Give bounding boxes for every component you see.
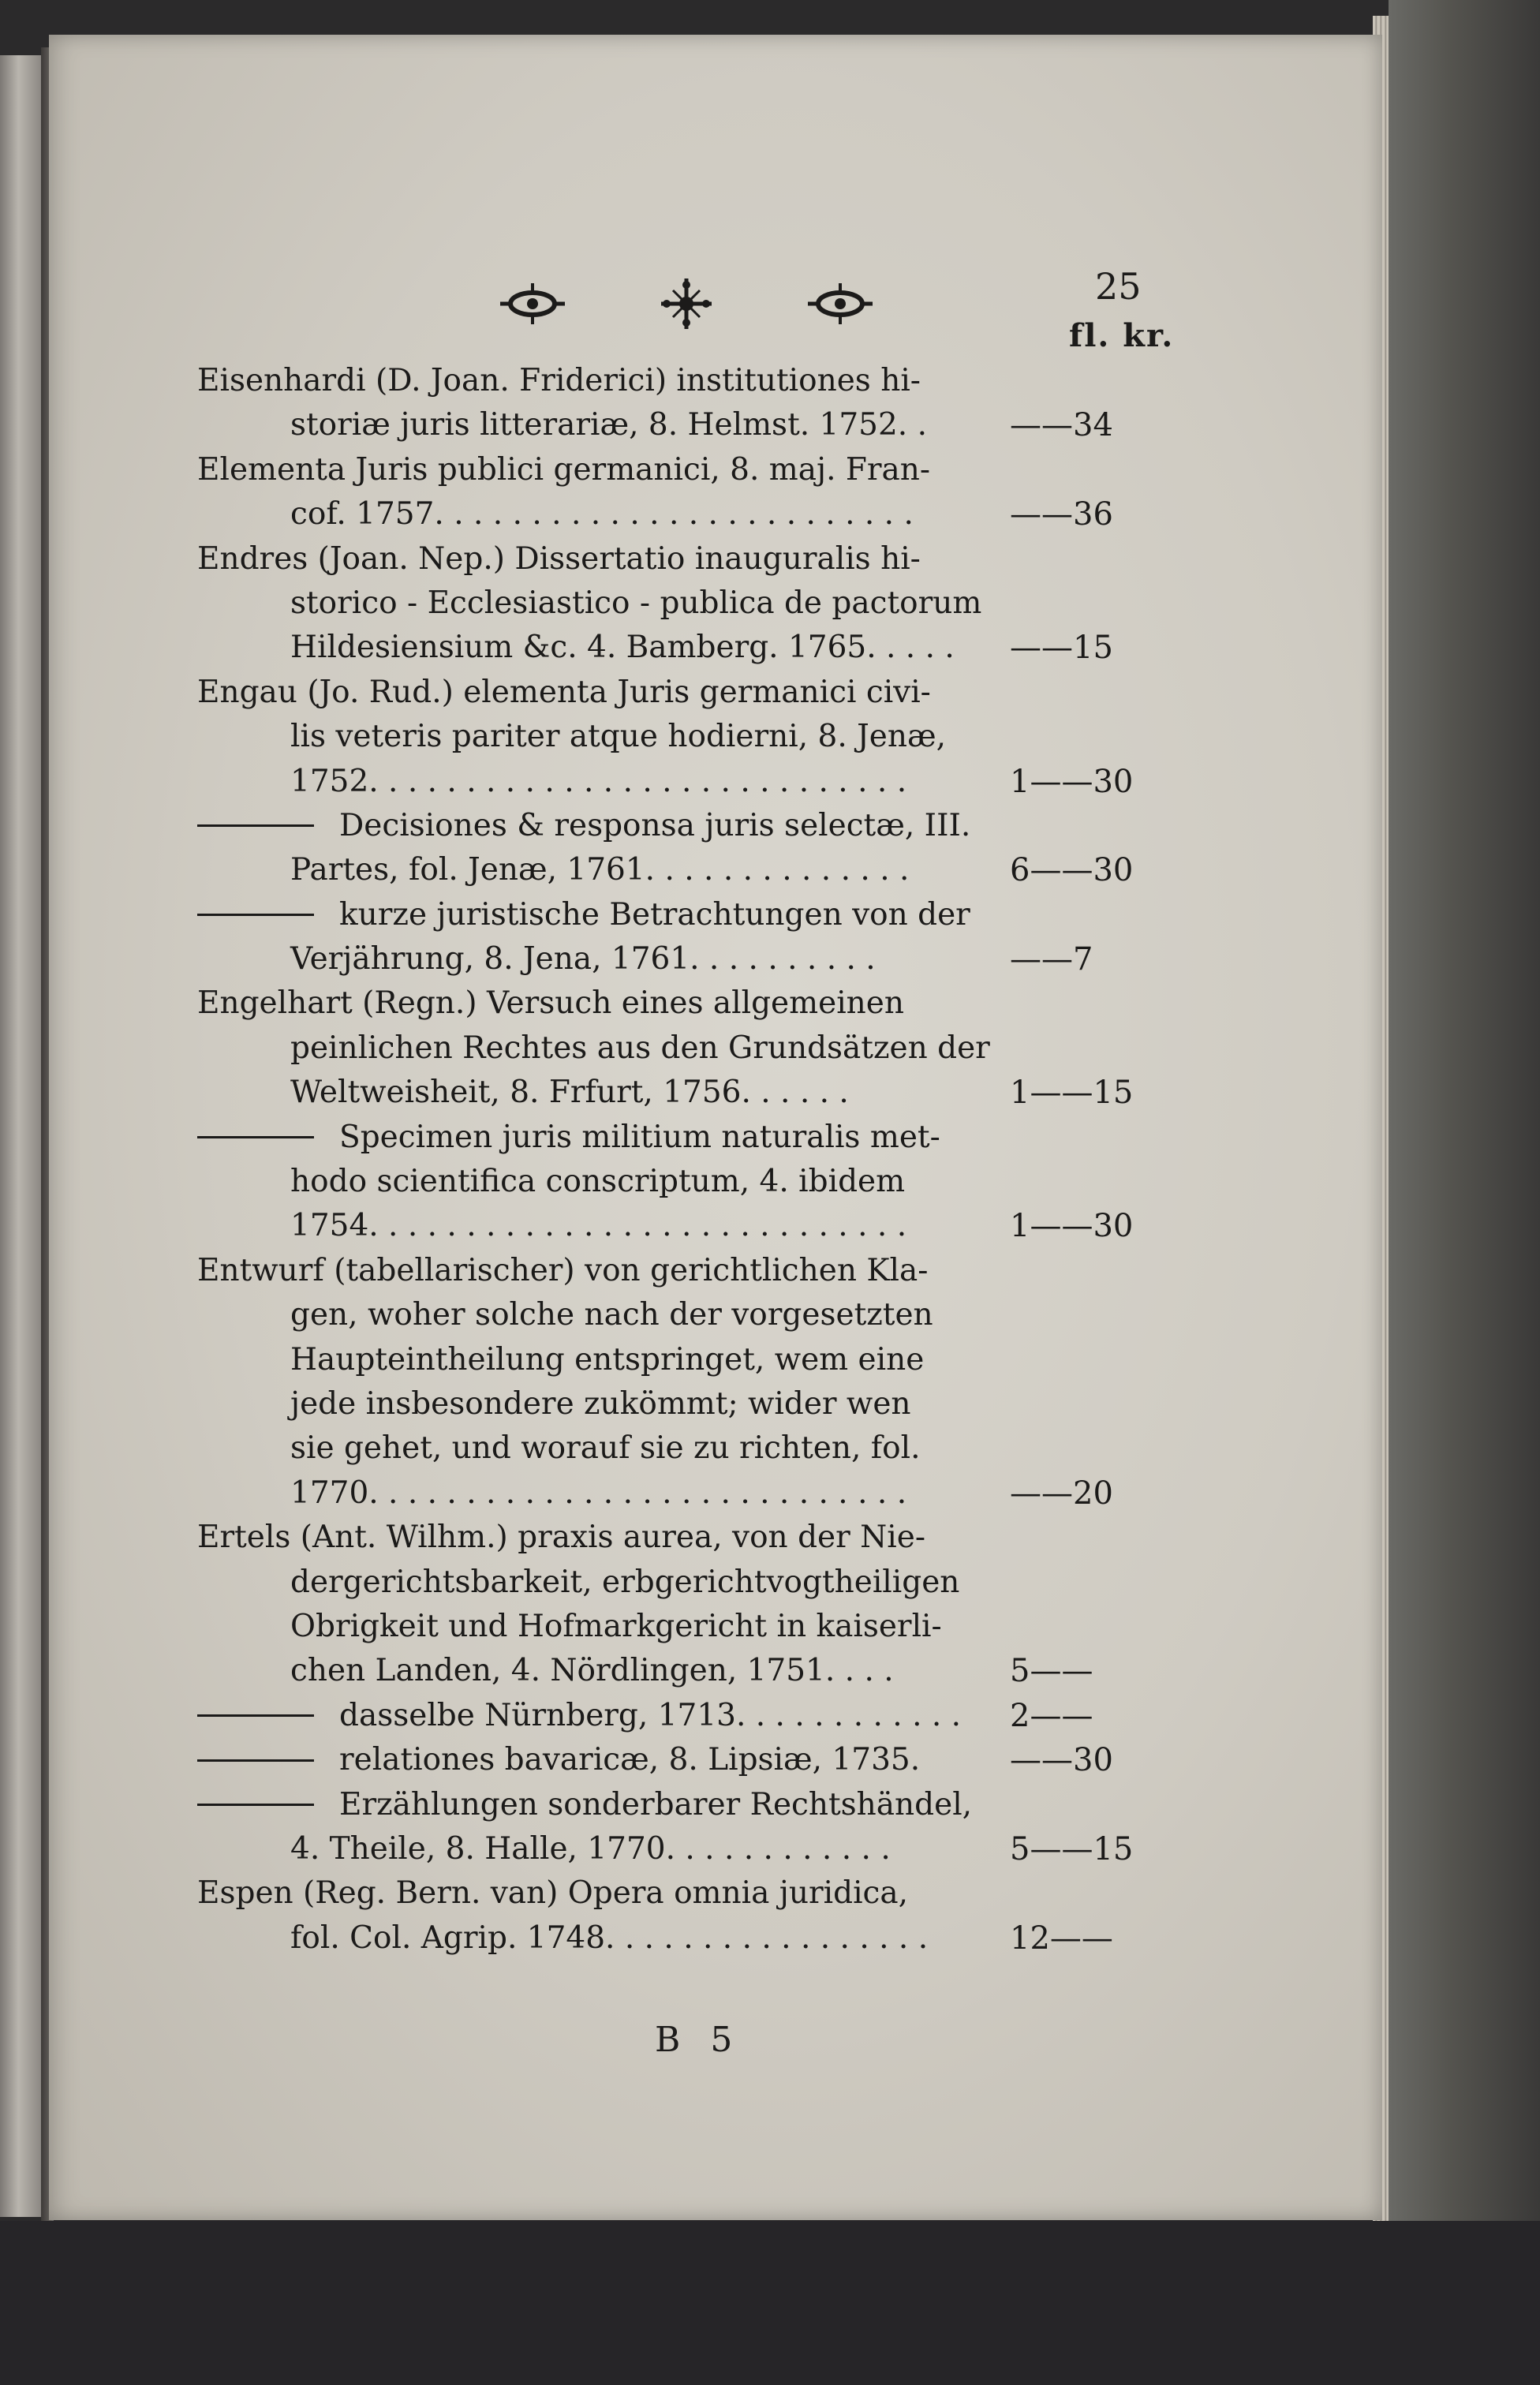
catalogue-line [197,1783,1183,1827]
entry-text-value: sie gehet, und worauf sie zu richten, fol. [290,1430,921,1467]
entry-text-value: Engau (Jo. Rud.) elementa Juris germanici civi- [197,674,931,710]
catalogue-line [197,1382,1183,1426]
entry-text-value: Hildesiensium &c. 4. Bamberg. 1765. . . . . [290,630,955,666]
entry-text [197,1516,925,1560]
catalogue-line [197,715,1183,759]
entry-text-value: Endres (Joan. Nep.) Dissertatio inauguralis hi- [197,540,921,577]
entry-text [290,492,914,536]
entry-text [290,581,981,626]
catalogue-line [197,1071,1183,1115]
entry-text [290,1471,906,1516]
entry-text [290,1204,906,1248]
entry-text [197,893,970,937]
ditto-rule [197,914,314,916]
header-ornaments [497,268,876,339]
printer-signature: B 5 [655,2020,742,2060]
entry-price: ——15 [1010,630,1113,667]
entry-text [290,1382,911,1426]
entry-price: ——30 [1010,1742,1113,1779]
ditto-rule [197,1136,314,1138]
entry-text-value: Haupteintheilung entspringet, wem eine [290,1341,925,1378]
entry-text-value: Decisiones & responsa juris selectæ, III. [339,807,971,843]
catalogue-line [197,981,1183,1026]
entry-price: ——34 [1010,407,1113,444]
entry-text-value: kurze juristische Betrachtungen von der [339,896,970,933]
catalogue-line [197,1916,1183,1961]
entry-price: 1——15 [1010,1075,1134,1112]
book-cover-edge [1389,0,1540,2385]
entry-price: ——7 [1010,941,1093,978]
entry-text [290,1338,924,1382]
entry-text [290,1293,933,1337]
entry-text-value: hodo scientifica conscriptum, 4. ibidem [290,1164,906,1200]
ornament-right-icon [805,272,876,335]
ditto-rule [197,1804,314,1806]
catalogue-line [197,1338,1183,1382]
catalogue-line [197,1738,1183,1782]
ornament-left-icon [497,272,568,335]
catalogue-line [197,359,1183,403]
entry-text [197,1783,972,1827]
entry-text [197,1249,928,1293]
entry-text-value: Verjährung, 8. Jena, 1761. . . . . . . . . . [290,941,876,978]
entry-text [290,848,909,892]
entry-price: 1——30 [1010,763,1134,800]
catalogue-line [197,760,1183,804]
entry-text [290,1160,905,1204]
entry-price: 12—— [1010,1920,1113,1957]
catalogue-line [197,848,1183,892]
catalogue-line [197,1561,1183,1605]
entry-text [290,1026,990,1071]
catalogue-line [197,1026,1183,1071]
ditto-rule [197,1759,314,1762]
entry-text [290,403,927,447]
entry-text-value: 1770. . . . . . . . . . . . . . . . . . . . . . . . . . . . [290,1475,907,1511]
entry-text [290,937,876,981]
catalogue-line [197,448,1183,492]
entry-text-value: dasselbe Nürnberg, 1713. . . . . . . . . . . . [339,1697,962,1733]
catalogue-line [197,1204,1183,1248]
entry-text-value: dergerichtsbarkeit, erbgerichtvogtheiligen [290,1564,960,1600]
entry-text [197,981,904,1026]
catalogue-line [197,1426,1183,1471]
catalogue-line [197,1116,1183,1160]
ditto-rule [197,1714,314,1717]
entry-text [197,1738,920,1782]
entry-text-value: Ertels (Ant. Wilhm.) praxis aurea, von der Nie- [197,1520,926,1556]
entry-text [290,1426,921,1471]
entry-text-value: Entwurf (tabellarischer) von gerichtlichen Kla- [197,1252,929,1288]
left-page-edge [0,55,41,2217]
catalogue-line [197,537,1183,581]
entry-text-value: gen, woher solche nach der vorgesetzten [290,1297,933,1333]
entry-text [290,1916,928,1961]
entry-text [197,359,921,403]
entry-text [197,1694,961,1738]
entry-text-value: storiæ juris litterariæ, 8. Helmst. 1752. . [290,407,927,443]
catalogue-line [197,1694,1183,1738]
catalogue-line [197,937,1183,981]
entry-text [290,1827,891,1871]
entry-text [290,1071,849,1115]
entry-text-value: Espen (Reg. Bern. van) Opera omnia juridica, [197,1875,909,1912]
entry-price: 1——30 [1010,1208,1134,1245]
entry-text-value: Specimen juris militium naturalis met- [339,1119,940,1155]
page-number: 25 [1095,265,1142,308]
entry-text [197,537,921,581]
entry-text-value: 4. Theile, 8. Halle, 1770. . . . . . . . . . . . [290,1830,891,1867]
catalogue-line [197,1649,1183,1693]
entry-text [290,1605,942,1649]
entry-price: 5——15 [1010,1830,1134,1867]
table-surface [0,2221,1540,2385]
ornament-center-icon [651,272,722,335]
catalogue-line [197,492,1183,536]
catalogue-line [197,1516,1183,1560]
entry-text [290,1561,959,1605]
catalogue-line [197,1605,1183,1649]
entry-text-value: cof. 1757. . . . . . . . . . . . . . . . . . . . . . . . . [290,496,914,533]
catalogue-line [197,403,1183,447]
entry-text-value: chen Landen, 4. Nördlingen, 1751. . . . [290,1653,894,1689]
entry-text [197,804,970,848]
entry-text [290,626,955,670]
entry-price: ——20 [1010,1475,1113,1512]
catalogue-line [197,1249,1183,1293]
catalogue-line [197,671,1183,715]
entry-text-value: Elementa Juris publici germanici, 8. maj. Fran- [197,451,931,488]
entry-text-value: Obrigkeit und Hofmarkgericht in kaiserli- [290,1608,942,1644]
ditto-rule [197,824,314,827]
entry-text-value: fol. Col. Agrip. 1748. . . . . . . . . . . . . . . . . [290,1920,929,1956]
entry-text-value: Eisenhardi (D. Joan. Friderici) institutiones hi- [197,363,921,398]
catalogue-line [197,1871,1183,1916]
catalogue-line [197,1471,1183,1516]
entry-text [197,671,931,715]
catalogue-line [197,893,1183,937]
entry-price: 6——30 [1010,852,1134,889]
catalogue-line [197,1827,1183,1871]
entry-text-value: relationes bavaricæ, 8. Lipsiæ, 1735. [339,1742,921,1778]
entry-text-value: 1754. . . . . . . . . . . . . . . . . . . . . . . . . . . . [290,1208,907,1244]
entry-text [197,1871,908,1916]
entry-text-value: storico - Ecclesiastico - publica de pactorum [290,585,982,621]
catalogue-line [197,626,1183,670]
catalogue-line [197,1293,1183,1337]
entry-text-value: Engelhart (Regn.) Versuch eines allgemeinen [197,985,904,1022]
catalogue-line [197,804,1183,848]
entry-text-value: Weltweisheit, 8. Frfurt, 1756. . . . . . [290,1075,849,1111]
entry-price: ——36 [1010,496,1113,533]
entry-price: 5—— [1010,1653,1093,1690]
entry-text [290,760,906,804]
entry-text-value: jede insbesondere zukömmt; wider wen [290,1385,911,1422]
catalogue-line [197,581,1183,626]
entry-text-value: peinlichen Rechtes aus den Grundsätzen der [290,1030,990,1066]
catalogue-entries [197,359,1183,1961]
entry-text [290,1649,894,1693]
entry-text [290,715,946,759]
catalogue-line [197,1160,1183,1204]
entry-text-value: Erzählungen sonderbarer Rechtshändel, [339,1786,973,1822]
entry-text-value: lis veteris pariter atque hodierni, 8. Jenæ, [290,719,946,755]
entry-price: 2—— [1010,1697,1093,1734]
currency-column-header: fl. kr. [1069,317,1175,354]
entry-text [197,1116,940,1160]
entry-text-value: 1752. . . . . . . . . . . . . . . . . . . . . . . . . . . . [290,763,907,799]
entry-text [197,448,930,492]
entry-text-value: Partes, fol. Jenæ, 1761. . . . . . . . . . . . . . [290,852,910,888]
